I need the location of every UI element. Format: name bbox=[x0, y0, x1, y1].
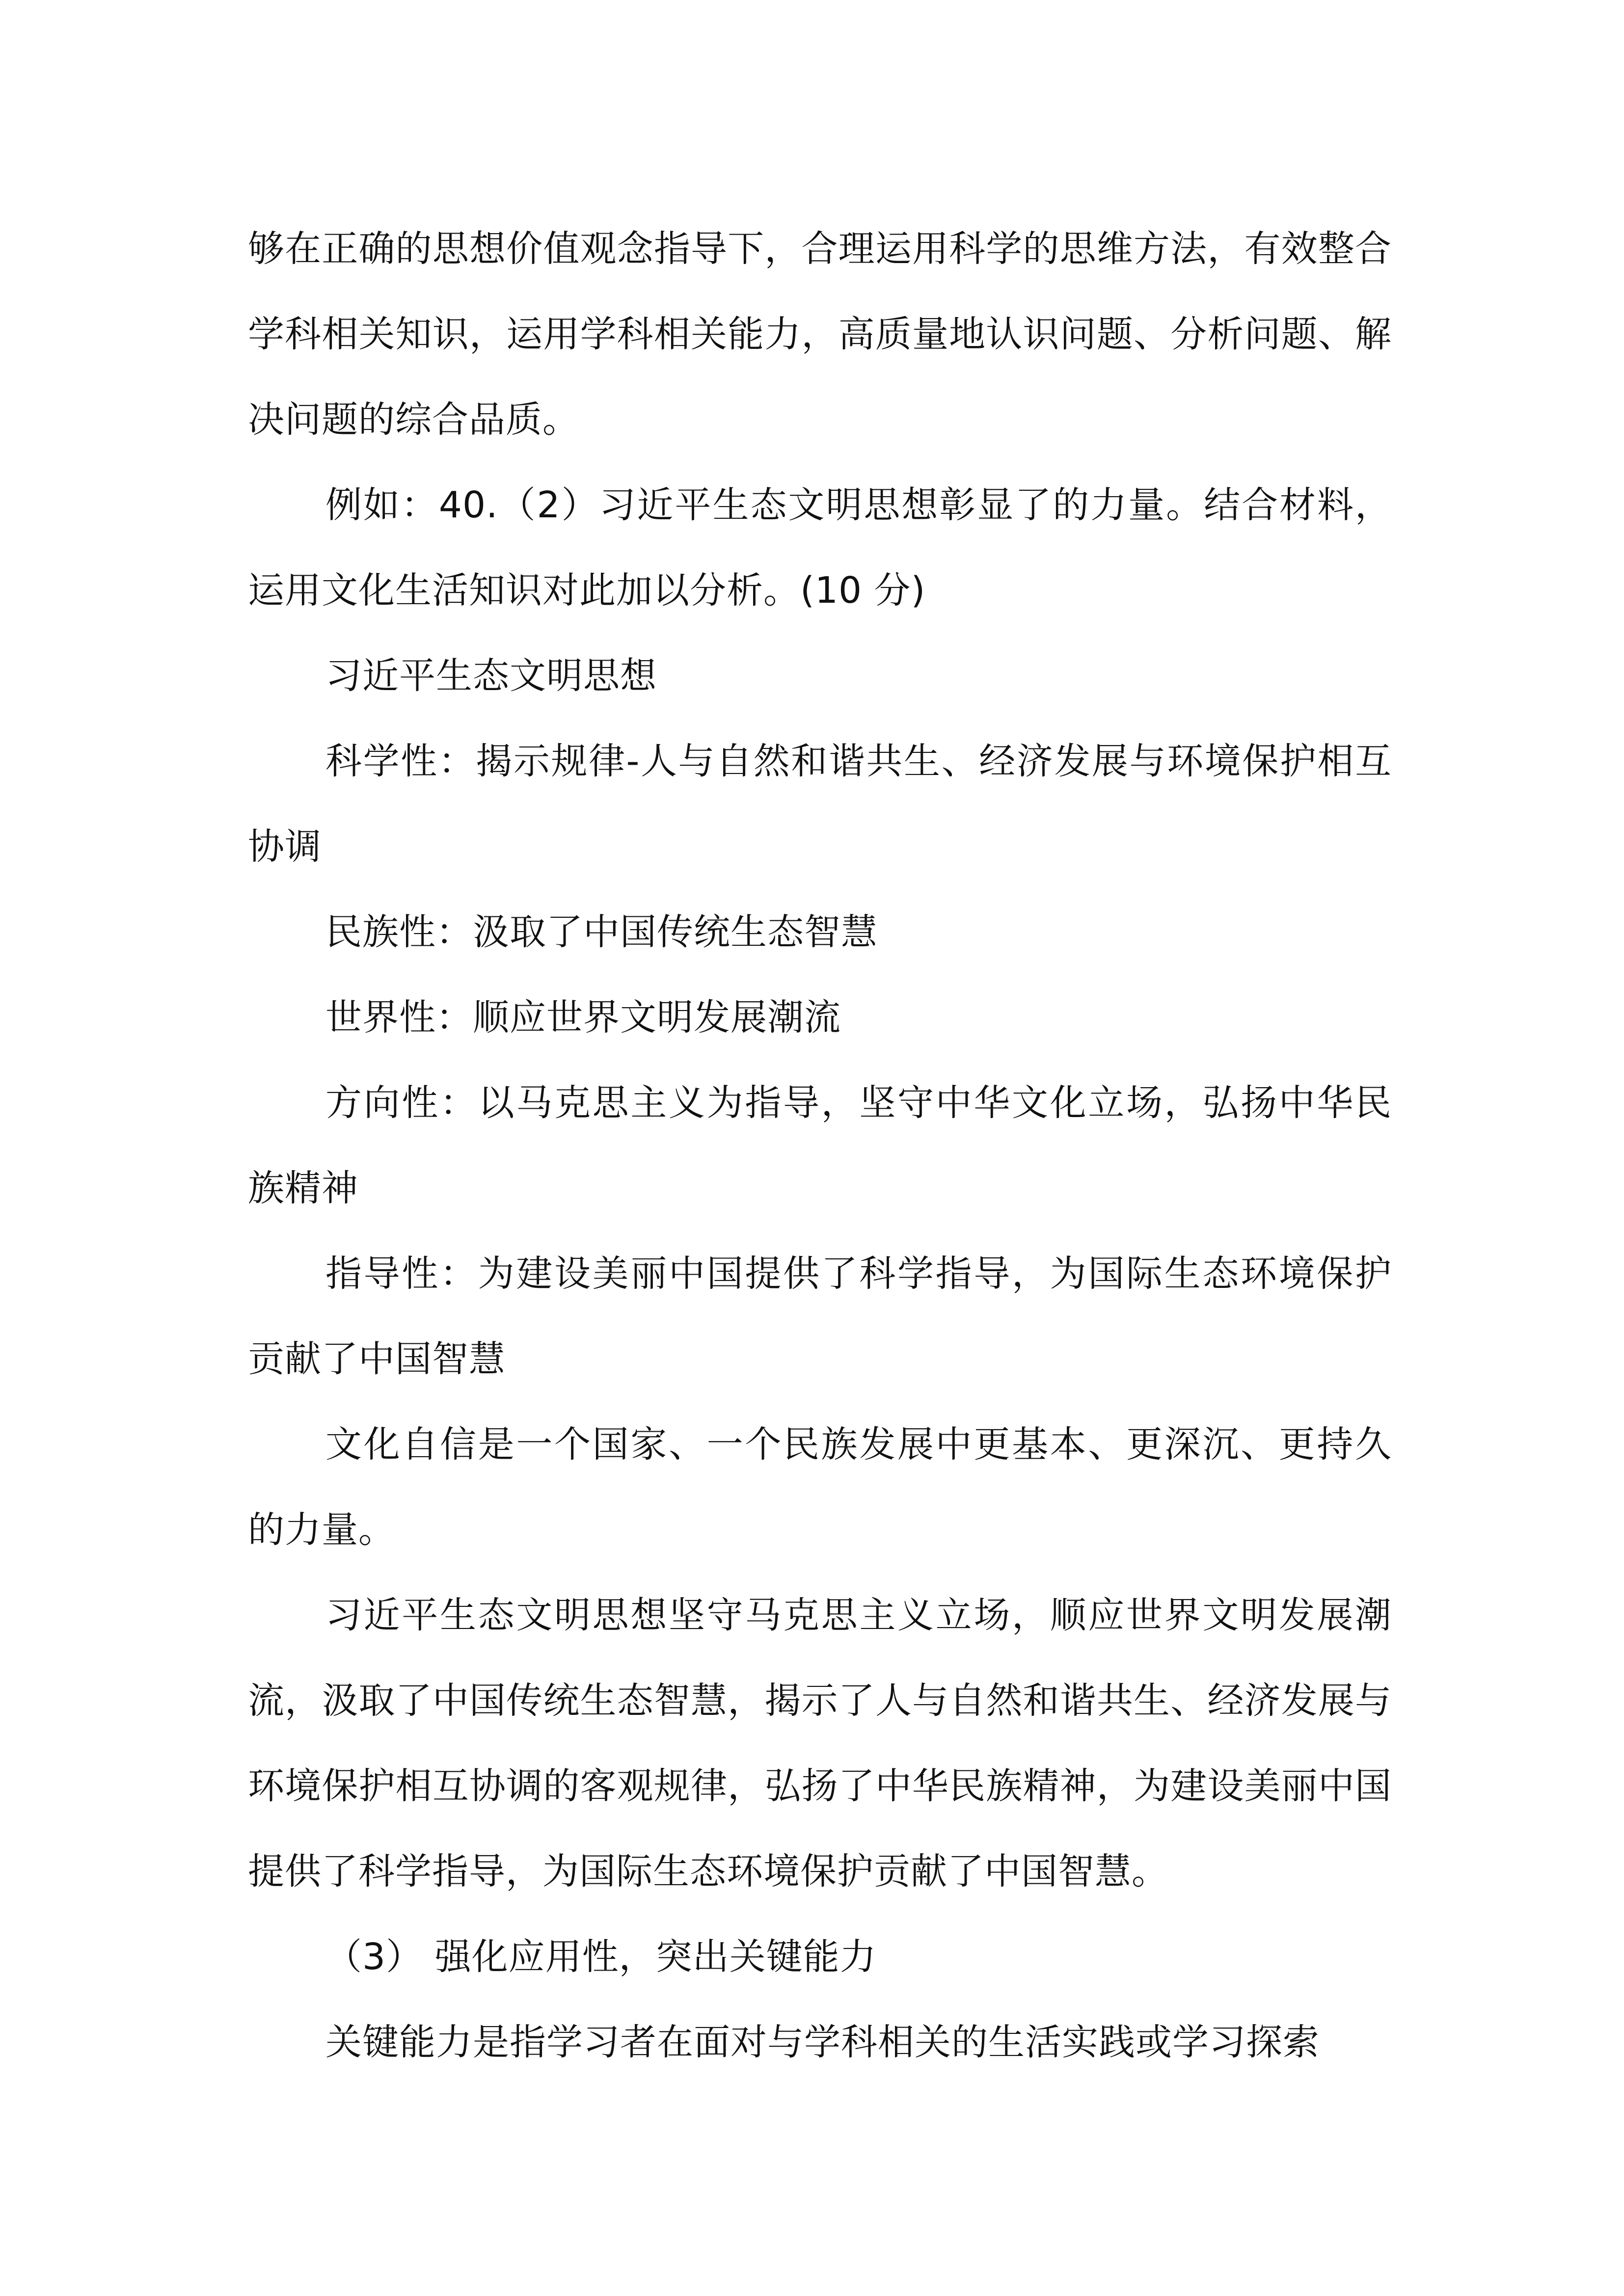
paragraph-directional: 方向性：以马克思主义为指导，坚守中华文化立场，弘扬中华民族精神 bbox=[248, 1082, 1392, 1209]
paragraph-guiding: 指导性：为建设美丽中国提供了科学指导，为国际生态环境保护贡献了中国智慧 bbox=[248, 1253, 1392, 1380]
paragraph-section-heading: （3） 强化应用性，突出关键能力 bbox=[325, 1936, 877, 1978]
paragraph-cultural-confidence: 文化自信是一个国家、一个民族发展中更基本、更深沉、更持久的力量。 bbox=[248, 1423, 1392, 1551]
paragraph-key-ability: 关键能力是指学习者在面对与学科相关的生活实践或学习探索 bbox=[325, 2021, 1320, 2063]
paragraph-continuation: 够在正确的思想价值观念指导下，合理运用科学的思维方法，有效整合学科相关知识，运用学科相关能力，高质量地认识问题、分析问题、解决问题的综合品质。 bbox=[248, 228, 1392, 441]
paragraph-scientific: 科学性：揭示规律-人与自然和谐共生、经济发展与环境保护相互协调 bbox=[248, 740, 1392, 868]
document-body bbox=[248, 206, 1392, 2085]
paragraph-answer-summary: 习近平生态文明思想坚守马克思主义立场，顺应世界文明发展潮流，汲取了中国传统生态智慧，揭示了人与自然和谐共生、经济发展与环境保护相互协调的客观规律，弘扬了中华民族精神，为建设美丽中国提供了科学指导，为国际生态环境保护贡献了中国智慧。 bbox=[248, 1594, 1392, 1893]
paragraph-topic-heading: 习近平生态文明思想 bbox=[325, 655, 657, 697]
paragraph-national: 民族性：汲取了中国传统生态智慧 bbox=[325, 911, 878, 953]
paragraph-example-question: 例如：40.（2）习近平生态文明思想彰显了的力量。结合材料，运用文化生活知识对此加以分析。(10 分) bbox=[248, 484, 1392, 612]
paragraph-global: 世界性：顺应世界文明发展潮流 bbox=[325, 996, 841, 1039]
